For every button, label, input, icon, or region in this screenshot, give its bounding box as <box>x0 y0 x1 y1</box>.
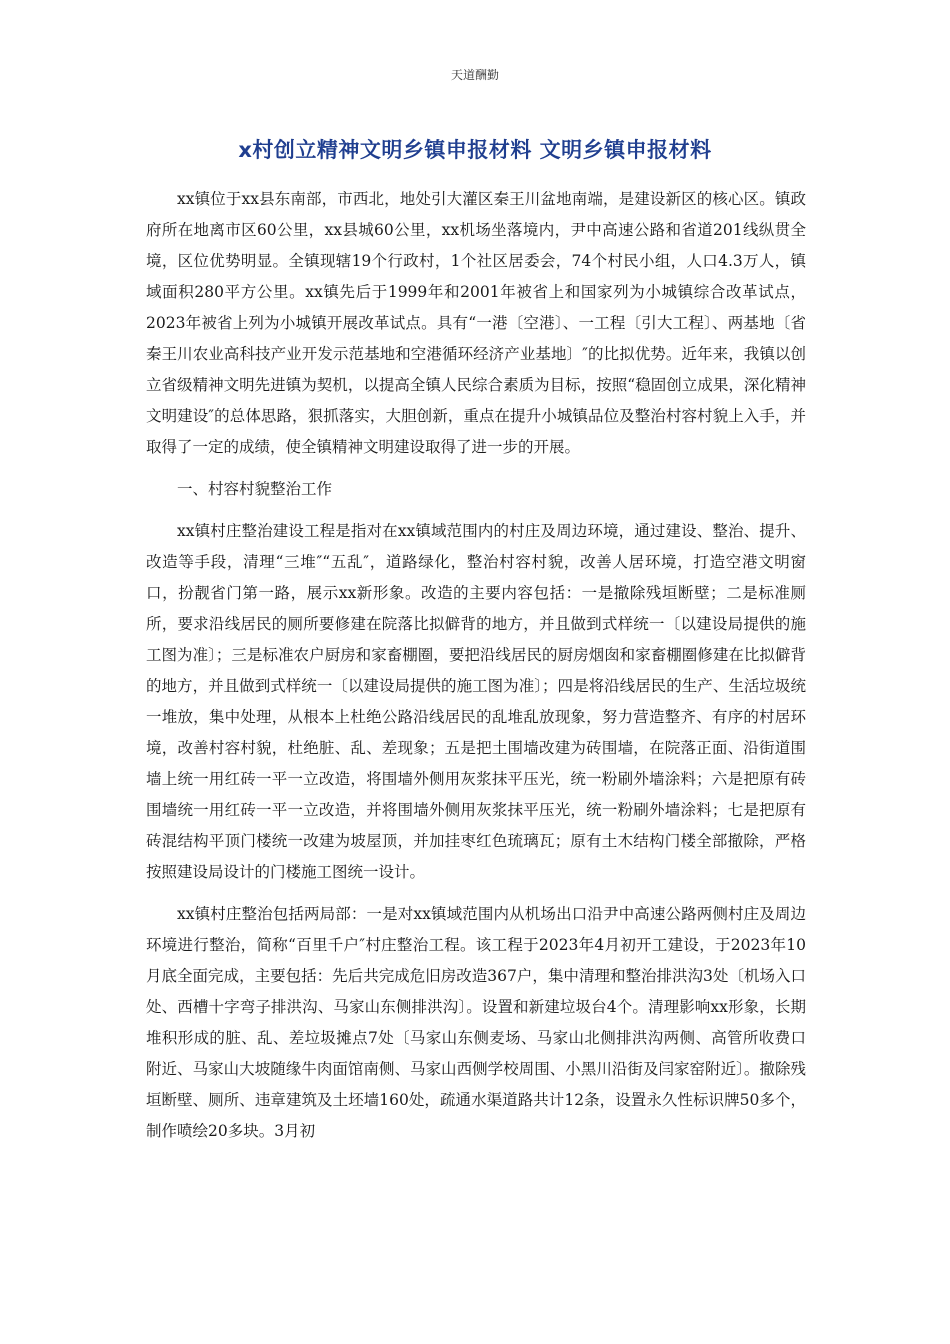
page-header: 天道酬勤 <box>450 68 499 82</box>
paragraph-renovation-parts: xx镇村庄整治包括两局部：一是对xx镇域范围内从机场出口沿尹中高速公路两侧村庄及周边环境进行整治，简称“百里千户″村庄整治工程。该工程于2023年4月初开工建设，于2023年10月底全面完成，主要包括：先后共完成危旧房改造367户，集中清理和整治排洪沟3处〔机场入口处、西槽十字弯子排洪沟、马家山东侧排洪沟〕。设置和新建垃圾台4个。清理影响xx形象，长期堆积形成的脏、乱、差垃圾摊点7处〔马家山东侧麦场、马家山北侧排洪沟两侧、高管所收费口附近、马家山大坡随缘牛肉面馆南侧、马家山西侧学校周围、小黑川沿街及闫家窑附近〕。撤除残垣断壁、厕所、违章建筑及土坯墙160处，疏通水渠道路共计12条，设置永久性标识牌50多个，制作喷绘20多块。3月初 <box>146 905 806 1140</box>
paragraph-village-renovation: xx镇村庄整治建设工程是指对在xx镇域范围内的村庄及周边环境，通过建设、整治、提升、改造等手段，清理“三堆″“五乱″，道路绿化，整治村容村貌，改善人居环境，打造空港文明窗口，扮靓省门第一路，展示xx新形象。改造的主要内容包括：一是撤除残垣断壁；二是标准厕所，要求沿线居民的厕所要修建在院落比拟僻背的地方，并且做到式样统一〔以建设局提供的施工图为准〕；三是标准农户厨房和家畜棚圈，要把沿线居民的厨房烟囱和家畜棚圈修建在比拟僻背的地方，并且做到式样统一〔以建设局提供的施工图为准〕；四是将沿线居民的生产、生活垃圾统一堆放，集中处理，从根本上杜绝公路沿线居民的乱堆乱放现象，努力营造整齐、有序的村居环境，改善村容村貌，杜绝脏、乱、差现象；五是把土围墙改建为砖围墙，在院落正面、沿街道围墙上统一用红砖一平一立改造，将围墙外侧用灰浆抹平压光，统一粉刷外墙涂料；六是把原有砖围墙统一用红砖一平一立改造，并将围墙外侧用灰浆抹平压光，统一粉刷外墙涂料；七是把原有砖混结构平顶门楼统一改建为坡屋顶，并加挂枣红色琉璃瓦；原有土木结构门楼全部撤除，严格按照建设局设计的门楼施工图统一设计。 <box>146 522 806 881</box>
document-body <box>146 184 806 1147</box>
section-heading: 一、村容村貌整治工作 <box>177 480 333 498</box>
paragraph-intro: xx镇位于xx县东南部，市西北，地处引大灌区秦王川盆地南端，是建设新区的核心区。镇政府所在地离市区60公里，xx县城60公里，xx机场坐落境内，尹中高速公路和省道201线纵贯全境，区位优势明显。全镇现辖19个行政村，1个社区居委会，74个村民小组，人口4.3万人，镇域面积280平方公里。xx镇先后于1999年和2001年被省上和国家列为小城镇综合改革试点，2023年被省上列为小城镇开展改革试点。具有“一港〔空港〕、一工程〔引大工程〕、两基地〔省秦王川农业高科技产业开发示范基地和空港循环经济产业基地〕″的比拟优势。近年来，我镇以创立省级精神文明先进镇为契机，以提高全镇人民综合素质为目标，按照“稳固创立成果，深化精神文明建设″的总体思路，狠抓落实，大胆创新，重点在提升小城镇品位及整治村容村貌上入手，并取得了一定的成绩，使全镇精神文明建设取得了进一步的开展。 <box>146 190 806 456</box>
document-title: x村创立精神文明乡镇申报材料 文明乡镇申报材料 <box>238 138 712 162</box>
